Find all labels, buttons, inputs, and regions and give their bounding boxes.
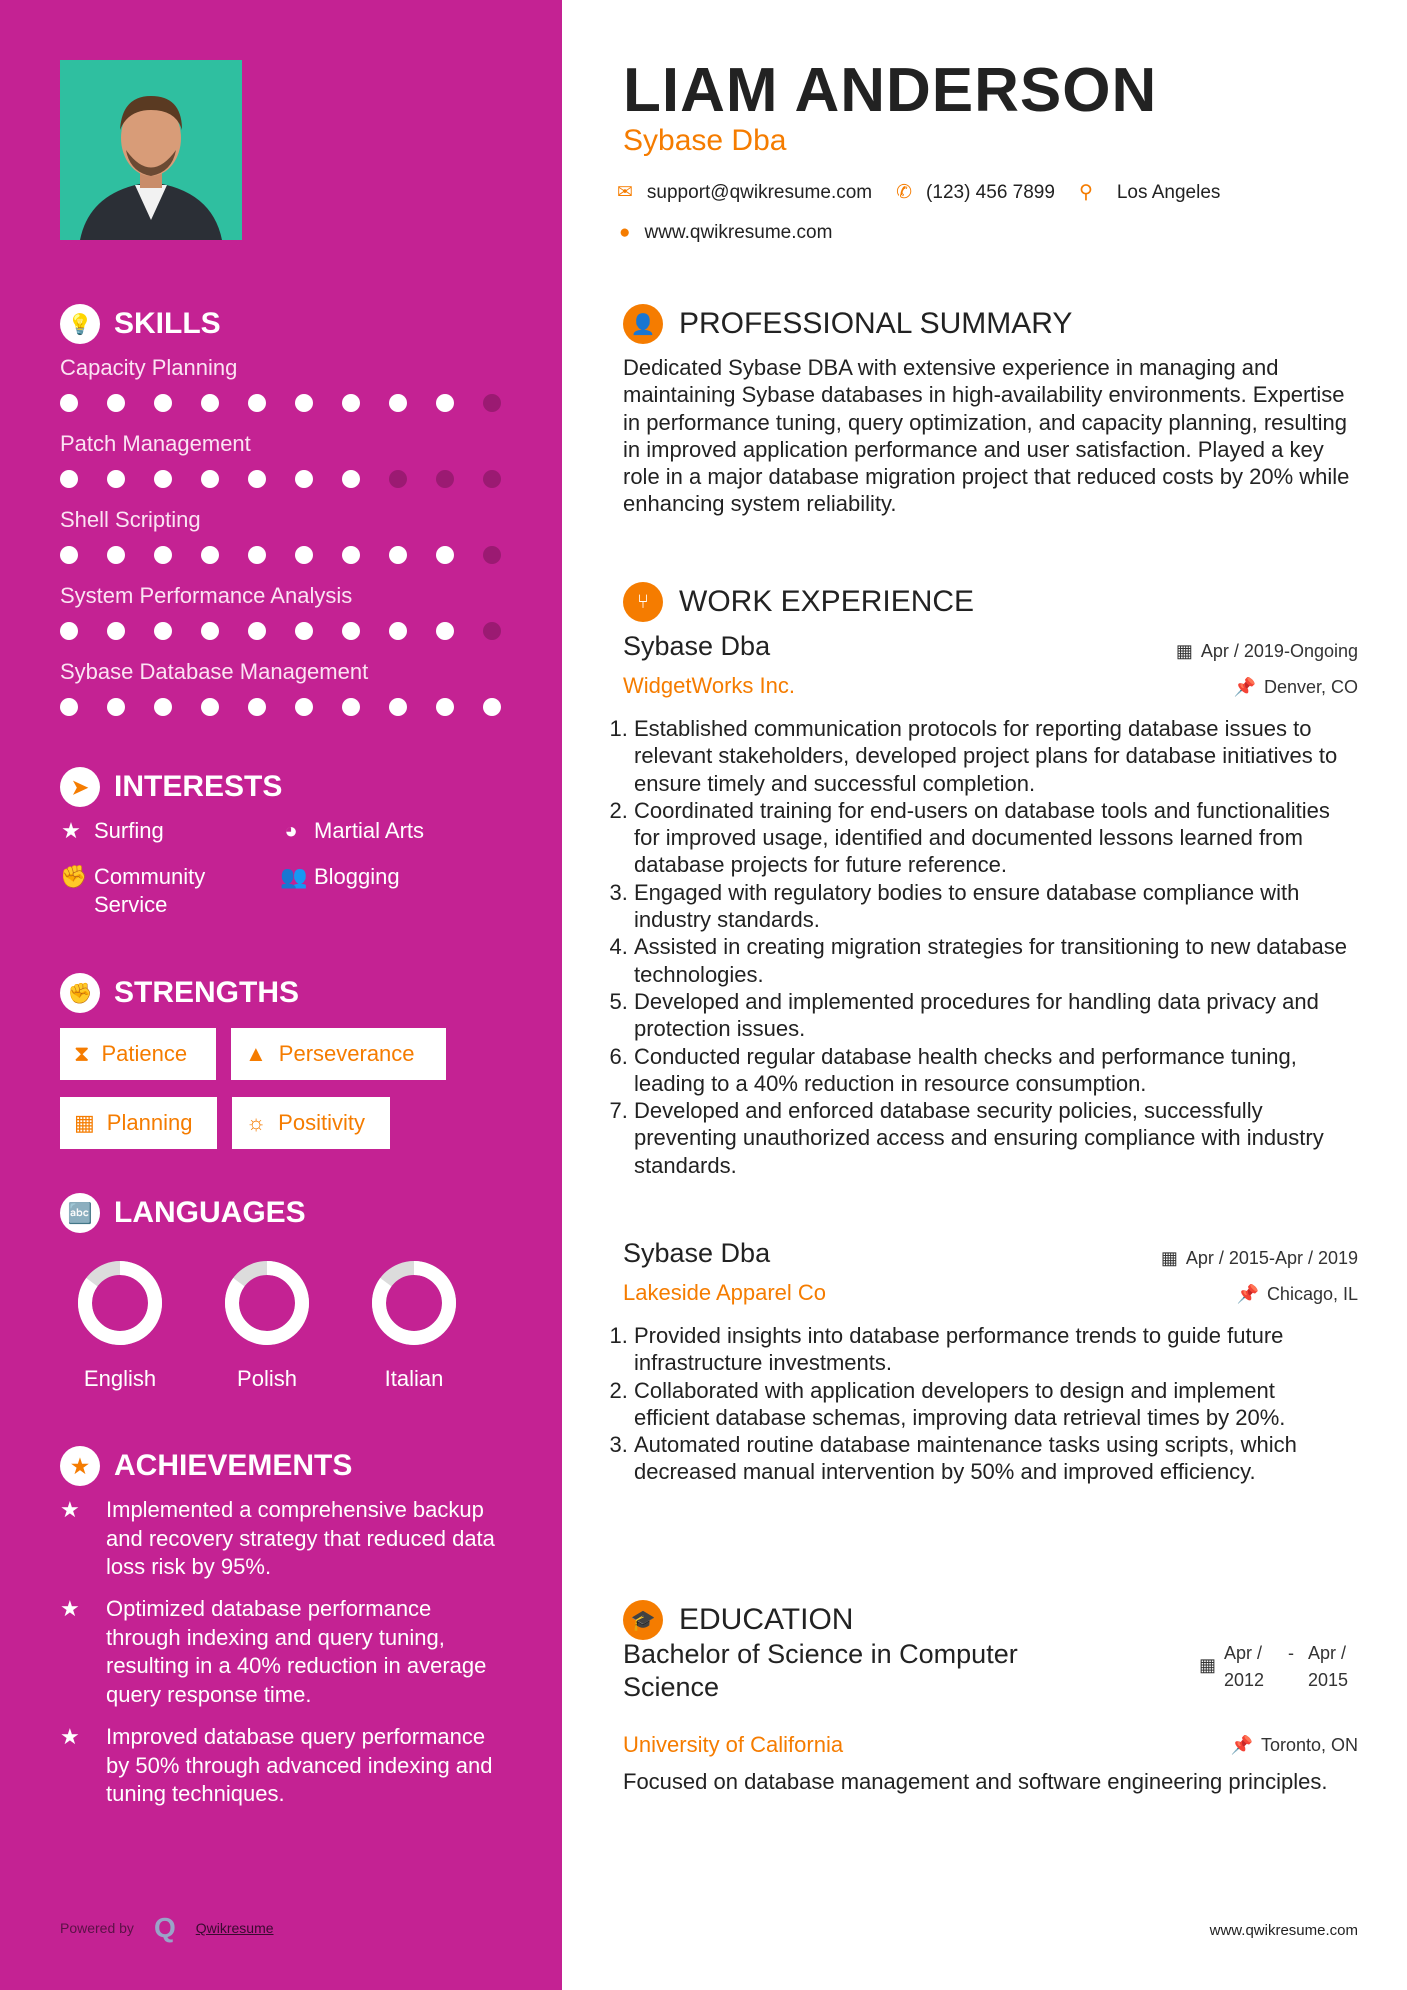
skill-rating: [60, 470, 501, 488]
candidate-name: LIAM ANDERSON: [623, 56, 1158, 125]
education-heading: 🎓 EDUCATION: [623, 1600, 853, 1640]
job-position: Sybase Dba: [623, 631, 771, 661]
rating-dot: [60, 698, 78, 716]
skill-label: Patch Management: [60, 431, 251, 456]
rating-dot: [154, 394, 172, 412]
rating-dot: [154, 622, 172, 640]
achievement-item: ★ Implemented a comprehensive backup and recovery strategy that reduced data loss risk by 95%.: [60, 1496, 510, 1582]
rating-dot: [248, 546, 266, 564]
job-company: Lakeside Apparel Co: [623, 1280, 827, 1305]
job-position: Sybase Dba: [623, 1238, 771, 1268]
job-bullet: 4. Assisted in creating migration strategies for transitioning to new database technologies.: [634, 933, 1356, 988]
sun-icon: ☼: [246, 1110, 267, 1135]
strengths-heading: ✊ STRENGTHS: [60, 973, 299, 1013]
skill-label: Shell Scripting: [60, 507, 201, 532]
lightbulb-icon: 💡: [60, 304, 100, 344]
job-bullet: 1. Provided insights into database performance trends to guide future infrastructure investments.: [634, 1322, 1356, 1377]
languages-heading: 🔤 LANGUAGES: [60, 1193, 306, 1233]
skill-label: Capacity Planning: [60, 355, 238, 380]
job-bullet: 7. Developed and enforced database security policies, successfully preventing unauthorized access and ensuring compliance with industry standards.: [634, 1097, 1356, 1179]
shooting-star-icon: ★: [60, 1724, 80, 1749]
job-bullet: 5. Developed and implemented procedures for handling data privacy and protection issues.: [634, 988, 1356, 1043]
fist-icon: ✊: [60, 973, 100, 1013]
globe-icon: ●: [619, 222, 631, 243]
rating-dot: [154, 698, 172, 716]
rating-dot: [342, 394, 360, 412]
rating-dot: [60, 470, 78, 488]
language-label: Italian: [384, 1366, 444, 1391]
job-bullet: 1. Established communication protocols for reporting database issues to relevant stakeholders, developed project plans for database initiatives to ensure timely and successful completion.: [634, 715, 1356, 797]
rating-dot: [342, 622, 360, 640]
rating-dot: [295, 698, 313, 716]
rating-dot: [342, 546, 360, 564]
language-level-donut: [78, 1261, 162, 1345]
job-bullets: [616, 1322, 1356, 1486]
rating-dot: [483, 470, 501, 488]
rating-dot: [248, 622, 266, 640]
rating-dot: [389, 470, 407, 488]
interests-heading: ➤ INTERESTS: [60, 767, 282, 807]
achievement-item: ★ Optimized database performance through indexing and query tuning, resulting in a 40% reduction in average query response time.: [60, 1595, 510, 1709]
rating-dot: [389, 698, 407, 716]
skill-rating: [60, 546, 501, 564]
shooting-star-icon: ★: [60, 1446, 100, 1486]
powered-by: Powered by Q Qwikresume: [60, 1912, 274, 1943]
fist-icon: ✊: [60, 864, 88, 889]
footer-url[interactable]: www.qwikresume.com: [1209, 1922, 1358, 1939]
rating-dot: [248, 394, 266, 412]
sidebar: [0, 0, 562, 1990]
location: Los Angeles: [1116, 181, 1221, 203]
pushpin-icon: 📌: [1230, 1735, 1253, 1755]
rating-dot: [389, 622, 407, 640]
office-chair-icon: ⑂: [623, 582, 663, 622]
rating-dot: [483, 698, 501, 716]
degree: Bachelor of Science in Computer Science: [623, 1639, 1018, 1702]
rating-dot: [295, 470, 313, 488]
rating-dot: [60, 622, 78, 640]
job-company: WidgetWorks Inc.: [623, 673, 795, 698]
rating-dot: [201, 622, 219, 640]
paper-plane-icon: ➤: [60, 767, 100, 807]
skill-rating: [60, 698, 501, 716]
job-dates: ▦ Apr / 2019-Ongoing: [1175, 641, 1358, 661]
globe-icon: ◕: [284, 818, 298, 843]
name-block: [623, 55, 1358, 158]
rating-dot: [389, 394, 407, 412]
language-icon: 🔤: [60, 1193, 100, 1233]
summary-text: Dedicated Sybase DBA with extensive experience in managing and maintaining Sybase databases in high-availability environments. Expertise in performance tuning, query optimization, and capacity planning, resulting in improved application performance and user satisfaction. Played a key role in a major database migration project that reduced costs by 20% while enhancing system reliability.: [623, 355, 1350, 517]
strength-chip: ▲ Perseverance: [231, 1028, 446, 1080]
pushpin-icon: 📌: [1233, 677, 1256, 697]
contact-row: [617, 181, 1220, 204]
interest-item: ✊ Community Service: [60, 864, 206, 917]
education-location: 📌 Toronto, ON: [1230, 1735, 1358, 1755]
rating-dot: [389, 546, 407, 564]
rating-dot: [436, 698, 454, 716]
rating-dot: [107, 546, 125, 564]
job-bullet: 2. Coordinated training for end-users on database tools and functionalities for improved usage, identified and documented lessons learned from database projects for future reference.: [634, 797, 1356, 879]
profile-photo: [60, 60, 242, 240]
language-level-donut: [225, 1261, 309, 1345]
job-title: Sybase Dba: [623, 124, 787, 157]
rating-dot: [107, 470, 125, 488]
rating-dot: [436, 470, 454, 488]
interest-item: ◕ Martial Arts: [280, 817, 424, 845]
school: University of California: [623, 1732, 844, 1757]
rating-dot: [107, 622, 125, 640]
phone: (123) 456 7899: [926, 181, 1055, 203]
hourglass-icon: ⧗: [74, 1041, 90, 1066]
rating-dot: [295, 546, 313, 564]
map-pin-icon: ⚲: [1078, 182, 1093, 203]
skill-label: System Performance Analysis: [60, 583, 353, 608]
website-row: [619, 222, 832, 244]
strength-chip: ▦ Planning: [60, 1097, 217, 1149]
skills-heading: 💡 SKILLS: [60, 304, 221, 344]
rating-dot: [201, 394, 219, 412]
language-label: Polish: [237, 1366, 297, 1391]
rating-dot: [295, 622, 313, 640]
rating-dot: [436, 394, 454, 412]
rating-dot: [107, 394, 125, 412]
job-location: 📌 Chicago, IL: [1236, 1284, 1358, 1304]
rating-dot: [483, 546, 501, 564]
calendar-icon: ▦: [1160, 1248, 1178, 1268]
phone-icon: ✆: [896, 182, 913, 203]
rating-dot: [436, 546, 454, 564]
language-level-donut: [372, 1261, 456, 1345]
experience-heading: ⑂ WORK EXPERIENCE: [623, 582, 974, 622]
interest-item: 👥 Blogging: [280, 864, 400, 889]
rating-dot: [436, 622, 454, 640]
rating-dot: [60, 394, 78, 412]
pushpin-icon: 📌: [1236, 1284, 1259, 1304]
rating-dot: [201, 546, 219, 564]
job-dates: ▦ Apr / 2015-Apr / 2019: [1160, 1248, 1358, 1268]
rating-dot: [483, 394, 501, 412]
strength-chip: ☼ Positivity: [232, 1097, 390, 1149]
rating-dot: [295, 394, 313, 412]
summary-heading: 👤 PROFESSIONAL SUMMARY: [623, 304, 1072, 344]
rating-dot: [201, 470, 219, 488]
rating-dot: [342, 470, 360, 488]
language-label: English: [83, 1366, 157, 1391]
users-icon: 👥: [280, 864, 308, 889]
education-dates: ▦ Apr / 2012 - Apr / 2015: [1198, 1643, 1349, 1690]
star-icon: ★: [61, 818, 81, 843]
envelope-icon: ✉: [617, 182, 633, 203]
website[interactable]: www.qwikresume.com: [644, 222, 833, 243]
calendar-icon: ▦: [1198, 1655, 1216, 1675]
qwikresume-logo-icon: Q: [153, 1912, 176, 1943]
job-location: 📌 Denver, CO: [1233, 677, 1358, 697]
skill-rating: [60, 394, 501, 412]
education-description: Focused on database management and software engineering principles.: [623, 1769, 1328, 1794]
calendar-icon: ▦: [1175, 641, 1193, 661]
rating-dot: [248, 470, 266, 488]
rating-dot: [154, 546, 172, 564]
rating-dot: [107, 698, 125, 716]
qwikresume-link[interactable]: Qwikresume: [195, 1920, 274, 1936]
skill-rating: [60, 622, 501, 640]
calendar-icon: ▦: [74, 1110, 95, 1135]
interest-item: ★ Surfing: [61, 818, 164, 843]
job-bullet: 6. Conducted regular database health checks and performance tuning, leading to a 40% reduction in resource consumption.: [634, 1043, 1356, 1098]
achievement-item: ★ Improved database query performance by 50% through advanced indexing and tuning techniques.: [60, 1723, 510, 1809]
user-icon: 👤: [623, 304, 663, 344]
job-bullets: [616, 715, 1356, 1179]
graduate-icon: 🎓: [623, 1600, 663, 1640]
strength-chip: ⧗ Patience: [60, 1028, 216, 1080]
rating-dot: [154, 470, 172, 488]
rating-dot: [201, 698, 219, 716]
road-icon: ▲: [245, 1041, 267, 1066]
job-bullet: 3. Engaged with regulatory bodies to ensure database compliance with industry standards.: [634, 879, 1356, 934]
skill-label: Sybase Database Management: [60, 659, 369, 684]
rating-dot: [342, 698, 360, 716]
rating-dot: [248, 698, 266, 716]
job-bullet: 2. Collaborated with application developers to design and implement efficient database schemas, improving data retrieval times by 20%.: [634, 1377, 1356, 1432]
shooting-star-icon: ★: [60, 1497, 80, 1522]
email[interactable]: support@qwikresume.com: [646, 181, 873, 203]
rating-dot: [60, 546, 78, 564]
achievements-heading: ★ ACHIEVEMENTS: [60, 1446, 352, 1486]
rating-dot: [483, 622, 501, 640]
job-bullet: 3. Automated routine database maintenance tasks using scripts, which decreased manual intervention by 50% and improved efficiency.: [634, 1431, 1356, 1486]
shooting-star-icon: ★: [60, 1596, 80, 1621]
